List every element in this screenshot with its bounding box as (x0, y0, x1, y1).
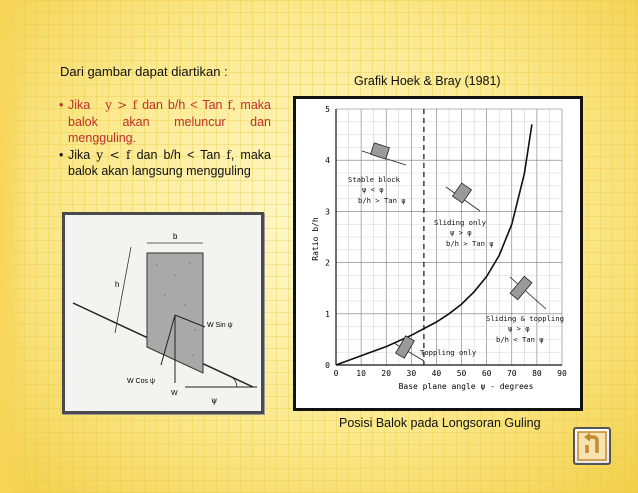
x-tick-label: 70 (506, 369, 517, 378)
x-tick-label: 0 (333, 369, 339, 378)
psi-label: ψ (211, 396, 218, 405)
x-tick-label: 80 (532, 369, 542, 378)
sliding-cond-2: b/h > Tan ψ (446, 239, 494, 248)
intro-text: Dari gambar dapat diartikan : (60, 64, 228, 79)
x-tick-label: 60 (481, 369, 492, 378)
figure-caption: Posisi Balok pada Longsoran Guling (339, 416, 541, 430)
return-arrow-icon (575, 429, 609, 463)
stable-label: Stable block (348, 175, 400, 184)
b-label: b (173, 232, 178, 241)
hoek-bray-chart (296, 99, 580, 408)
sliding-toppling-cond-2: b/h < Tan ψ (496, 335, 544, 344)
w-cos-label: W Cos ψ (127, 378, 155, 385)
x-tick-label: 20 (381, 369, 392, 378)
y-axis-label: Ratio b/h (311, 217, 320, 261)
toppling-label: Toppling only (420, 348, 477, 357)
slide-decoration (0, 0, 28, 493)
bullet-1-greek: f (227, 98, 232, 112)
w-label: W (171, 390, 178, 397)
bullet-1-lead: Jika (68, 98, 91, 112)
sliding-block-icon (452, 183, 471, 203)
bullet-2-greek: f (226, 147, 231, 162)
bullet-1-condition: y > f (105, 98, 138, 112)
stable-cond-2: b/h > Tan ψ (358, 196, 406, 205)
sliding-toppling-cond-1: ψ > φ (508, 324, 530, 333)
region-labels (348, 175, 564, 357)
sliding-label: Sliding only (434, 218, 486, 227)
bullet-2-mid: dan b/h < Tan (136, 147, 221, 162)
y-tick-label: 0 (325, 361, 330, 370)
bullet-dot: • (59, 98, 64, 112)
sliding-toppling-label: Sliding & toppling (486, 314, 564, 323)
y-tick-label: 1 (325, 309, 330, 319)
block-on-slope-figure (62, 212, 264, 414)
bullet-1-comma: , (231, 98, 236, 112)
x-tick-label: 40 (431, 369, 442, 378)
w-sin-label: W Sin ψ (207, 322, 233, 329)
home-button[interactable] (573, 427, 611, 465)
stable-cond-1: ψ < φ (362, 185, 384, 194)
bullet-1-mid: dan b/h < Tan (142, 98, 223, 112)
bullet-1-rest: maka balok akan meluncur dan mengguling. (68, 98, 271, 145)
h-dimension-line (115, 247, 131, 333)
chart-caption: Grafik Hoek & Bray (1981) (354, 74, 501, 88)
y-tick-label: 2 (325, 258, 330, 268)
h-label: h (115, 280, 120, 289)
stable-block-icon (371, 143, 390, 159)
hoek-bray-chart-frame (293, 96, 583, 411)
y-tick-label: 5 (325, 105, 330, 114)
bullet-2-rest: maka balok akan langsung mengguling (68, 147, 271, 178)
x-tick-label: 90 (557, 369, 567, 378)
bullet-dot: • (59, 147, 64, 162)
bullet-2 (59, 147, 271, 180)
bullet-list (59, 97, 271, 180)
y-tick-label: 4 (325, 156, 330, 166)
x-axis-label: Base plane angle ψ - degrees (398, 382, 534, 391)
bullet-1 (59, 97, 271, 147)
x-tick-label: 30 (406, 369, 417, 378)
bullet-2-condition: y < f (96, 147, 131, 162)
sliding-cond-1: ψ > φ (450, 228, 472, 237)
x-tick-label: 10 (356, 369, 366, 378)
bullet-2-lead: Jika (68, 147, 91, 162)
x-tick-label: 50 (456, 369, 467, 378)
bullet-2-comma: , (230, 147, 235, 162)
block-diagram (65, 215, 261, 411)
y-tick-label: 3 (325, 207, 330, 217)
